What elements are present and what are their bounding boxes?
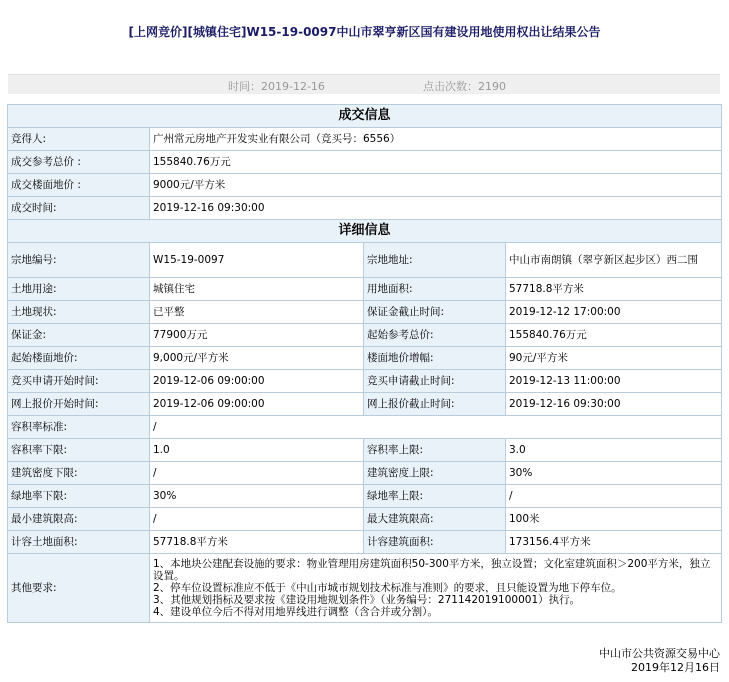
deposit-value: 77900万元 xyxy=(150,324,364,347)
green-max-value: / xyxy=(506,485,722,508)
footer-org: 中山市公共资源交易中心 xyxy=(599,647,720,660)
section-deal-heading: 成交信息 xyxy=(8,105,722,128)
height-max-value: 100米 xyxy=(506,508,722,531)
deposit-deadline-value: 2019-12-12 17:00:00 xyxy=(506,301,722,324)
page-title: [上网竞价][城镇住宅]W15-19-0097中山市翠亨新区国有建设用地使用权出让结果公告 xyxy=(128,25,601,39)
winner-label: 竞得人: xyxy=(8,128,150,151)
publish-time: 时间：2019-12-16 xyxy=(228,80,325,93)
build-calc-area-value: 173156.4平方米 xyxy=(506,531,722,554)
parcel-no-value: W15-19-0097 xyxy=(150,243,364,278)
deal-total-label: 成交参考总价 : xyxy=(8,151,150,174)
winner-value: 广州常元房地产开发实业有限公司（竞买号：6556） xyxy=(150,128,722,151)
quote-end-value: 2019-12-16 09:30:00 xyxy=(506,393,722,416)
apply-start-value: 2019-12-06 09:00:00 xyxy=(150,370,364,393)
requirement-line: 2、停车位设置标准应不低于《中山市城市规划技术标准与准则》的要求，且只能设置为地下停车位。 xyxy=(153,582,622,594)
land-area-label: 用地面积: xyxy=(364,278,506,301)
footer-date: 2019年12月16日 xyxy=(631,661,720,674)
density-max-label: 建筑密度上限: xyxy=(364,462,506,485)
far-standard-value: / xyxy=(150,416,722,439)
parcel-no-label: 宗地编号: xyxy=(8,243,150,278)
start-floor-price-value: 9,000元/平方米 xyxy=(150,347,364,370)
deal-floor-price-value: 9000元/平方米 xyxy=(150,174,722,197)
click-count: 点击次数：2190 xyxy=(423,80,506,93)
deal-total-value: 155840.76万元 xyxy=(150,151,722,174)
requirement-line: 1、本地块公建配套设施的要求：物业管理用房建筑面积50-300平方米，独立设置；文化室建筑面积＞200平方米，独立设置。 xyxy=(153,558,711,582)
apply-start-label: 竞买申请开始时间: xyxy=(8,370,150,393)
price-increment-value: 90元/平方米 xyxy=(506,347,722,370)
deal-time-label: 成交时间: xyxy=(8,197,150,220)
far-max-value: 3.0 xyxy=(506,439,722,462)
apply-end-label: 竞买申请截止时间: xyxy=(364,370,506,393)
requirement-line: 3、其他规划指标及要求按《建设用地规划条件》（业务编号：271142019100001）执行。 xyxy=(153,594,581,606)
start-total-value: 155840.76万元 xyxy=(506,324,722,347)
green-min-value: 30% xyxy=(150,485,364,508)
requirement-line: 4、建设单位今后不得对用地界线进行调整（含合并或分割）。 xyxy=(153,606,438,618)
height-max-label: 最大建筑限高: xyxy=(364,508,506,531)
land-calc-area-label: 计容土地面积: xyxy=(8,531,150,554)
far-min-label: 容积率下限: xyxy=(8,439,150,462)
address-label: 宗地地址: xyxy=(364,243,506,278)
far-max-label: 容积率上限: xyxy=(364,439,506,462)
land-calc-area-value: 57718.8平方米 xyxy=(150,531,364,554)
price-increment-label: 楼面地价增幅: xyxy=(364,347,506,370)
other-requirements xyxy=(150,554,722,623)
deal-floor-price-label: 成交楼面地价 : xyxy=(8,174,150,197)
density-max-value: 30% xyxy=(506,462,722,485)
meta-bar xyxy=(8,74,720,94)
land-use-label: 土地用途: xyxy=(8,278,150,301)
land-status-label: 土地现状: xyxy=(8,301,150,324)
quote-start-label: 网上报价开始时间: xyxy=(8,393,150,416)
far-standard-label: 容积率标准: xyxy=(8,416,150,439)
height-min-value: / xyxy=(150,508,364,531)
quote-start-value: 2019-12-06 09:00:00 xyxy=(150,393,364,416)
deposit-deadline-label: 保证金截止时间: xyxy=(364,301,506,324)
quote-end-label: 网上报价截止时间: xyxy=(364,393,506,416)
build-calc-area-label: 计容建筑面积: xyxy=(364,531,506,554)
other-requirements-label: 其他要求: xyxy=(8,554,150,623)
deal-time-value: 2019-12-16 09:30:00 xyxy=(150,197,722,220)
apply-end-value: 2019-12-13 11:00:00 xyxy=(506,370,722,393)
density-min-value: / xyxy=(150,462,364,485)
land-area-value: 57718.8平方米 xyxy=(506,278,722,301)
land-status-value: 已平整 xyxy=(150,301,364,324)
height-min-label: 最小建筑限高: xyxy=(8,508,150,531)
far-min-value: 1.0 xyxy=(150,439,364,462)
info-table xyxy=(7,104,722,623)
green-max-label: 绿地率上限: xyxy=(364,485,506,508)
section-detail-heading: 详细信息 xyxy=(8,220,722,243)
land-use-value: 城镇住宅 xyxy=(150,278,364,301)
deposit-label: 保证金: xyxy=(8,324,150,347)
green-min-label: 绿地率下限: xyxy=(8,485,150,508)
start-floor-price-label: 起始楼面地价: xyxy=(8,347,150,370)
start-total-label: 起始参考总价: xyxy=(364,324,506,347)
address-value: 中山市南朗镇（翠亨新区起步区）西二围 xyxy=(506,243,722,278)
density-min-label: 建筑密度下限: xyxy=(8,462,150,485)
